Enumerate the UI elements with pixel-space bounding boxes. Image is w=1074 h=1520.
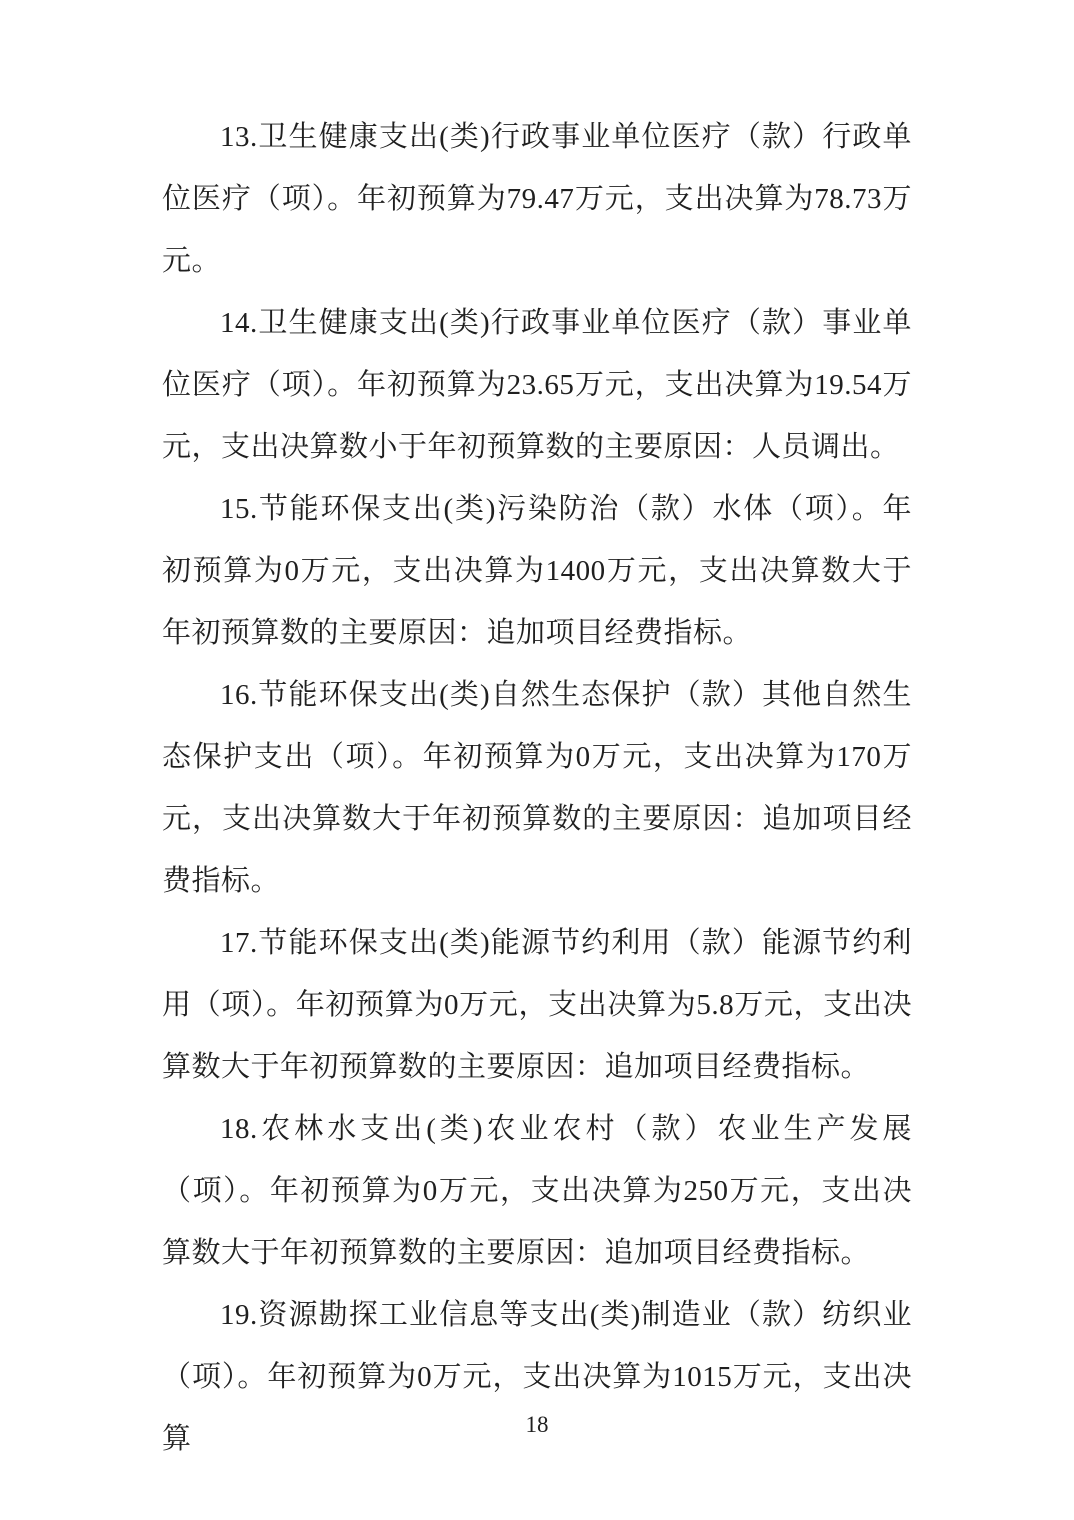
budget-item-paragraph-17: 17.节能环保支出(类)能源节约利用（款）能源节约利用（项）。年初预算为0万元，支出决算为5.8万元，支出决算数大于年初预算数的主要原因：追加项目经费指标。 [162, 927, 912, 1083]
budget-item-paragraph-15: 15.节能环保支出(类)污染防治（款）水体（项）。年初预算为0万元，支出决算为1400万元，支出决算数大于年初预算数的主要原因：追加项目经费指标。 [162, 493, 912, 649]
page-number: 18 [525, 1412, 549, 1437]
budget-item-paragraph-18: 18.农林水支出(类)农业农村（款）农业生产发展（项）。年初预算为0万元，支出决算为250万元，支出决算数大于年初预算数的主要原因：追加项目经费指标。 [162, 1113, 912, 1269]
page-footer [0, 1410, 1074, 1520]
budget-item-paragraph-19: 19.资源勘探工业信息等支出(类)制造业（款）纺织业（项）。年初预算为0万元，支出决算为1015万元，支出决算 [162, 1299, 912, 1455]
document-body-text [162, 106, 912, 1470]
budget-item-paragraph-14: 14.卫生健康支出(类)行政事业单位医疗（款）事业单位医疗（项）。年初预算为23.65万元，支出决算为19.54万元，支出决算数小于年初预算数的主要原因：人员调出。 [162, 307, 912, 463]
budget-item-paragraph-16: 16.节能环保支出(类)自然生态保护（款）其他自然生态保护支出（项）。年初预算为0万元，支出决算为170万元，支出决算数大于年初预算数的主要原因：追加项目经费指标。 [162, 679, 912, 897]
budget-item-paragraph-13: 13.卫生健康支出(类)行政事业单位医疗（款）行政单位医疗（项）。年初预算为79.47万元，支出决算为78.73万元。 [162, 121, 912, 277]
